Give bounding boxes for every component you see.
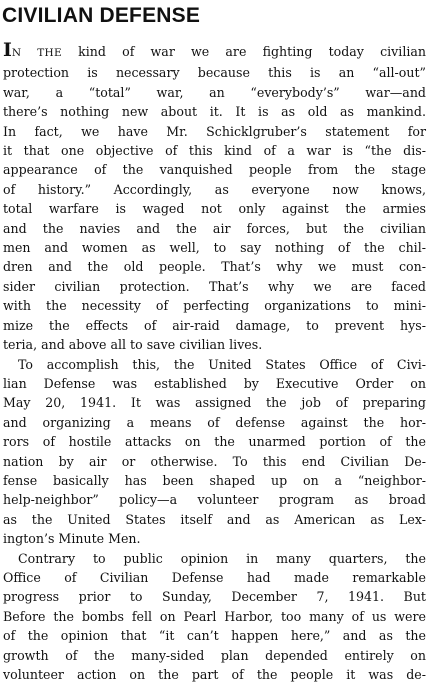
text-line: rors of hostile attacks on the unarmed portion of the xyxy=(3,434,426,450)
paragraph-2 xyxy=(3,355,426,549)
text-line: Contrary to public opinion in many quarters, the xyxy=(18,550,426,566)
text-line: teria, and above all to save civilian lives. xyxy=(3,337,263,353)
text-line: ington’s Minute Men. xyxy=(3,531,141,547)
text-line: mize the effects of air-raid damage, to prevent hys- xyxy=(3,317,426,333)
paragraph-1 xyxy=(3,39,426,355)
text-line: May 20, 1941. It was assigned the job of preparing xyxy=(3,395,426,411)
text-line: To accomplish this, the United States Office of Civi- xyxy=(18,356,426,372)
text-line: nation by air or otherwise. To this end Civilian De- xyxy=(3,453,426,469)
text-line: dren and the old people. That’s why we must con- xyxy=(3,259,426,275)
article-title: CIVILIAN DEFENSE xyxy=(2,4,201,27)
text-line: total warfare is waged not only against the armies xyxy=(3,201,426,217)
paragraph-3 xyxy=(3,549,426,684)
text-line: Office of Civilian Defense had made remarkable xyxy=(3,569,426,585)
text-line: protection is necessary because this is an “all-out” xyxy=(3,65,426,81)
text-line: Before the bombs fell on Pearl Harbor, too many of us were xyxy=(3,608,426,624)
text-line: and organizing a means of defense against the hor- xyxy=(3,414,426,430)
text-line: men and women as well, to say nothing of the chil- xyxy=(3,240,426,256)
lead-in: N THE xyxy=(11,47,62,59)
text-line: appearance of the vanquished people from the stage xyxy=(3,162,426,178)
text-line: sider civilian protection. That’s why we are faced xyxy=(3,278,426,294)
text-line: growth of the many-sided plan depended entirely on xyxy=(3,647,426,663)
text-line: volunteer action on the part of the people it was de- xyxy=(3,667,426,682)
text-line: of the opinion that “it can’t happen here,” and as the xyxy=(3,628,426,644)
article-body xyxy=(3,39,426,684)
text-line: IN THE kind of war we are fighting today civilian xyxy=(3,39,426,61)
drop-cap: I xyxy=(3,39,12,61)
text-line: help-neighbor” policy—a volunteer program as broad xyxy=(3,492,426,508)
text-line: progress prior to Sunday, December 7, 1941. But xyxy=(3,589,426,605)
text-line: war, a “total” war, an “everybody’s” war—and xyxy=(3,84,426,100)
text-line: In fact, we have Mr. Schicklgruber’s statement for xyxy=(3,123,426,139)
text-line: with the necessity of perfecting organizations to mini- xyxy=(3,298,426,314)
text-line: as the United States itself and as American as Lex- xyxy=(3,511,426,527)
text-line: and the navies and the air forces, but the civilian xyxy=(3,220,426,236)
text-line: of history.” Accordingly, as everyone now knows, xyxy=(3,181,426,197)
text-line: there’s nothing new about it. It is as old as mankind. xyxy=(3,104,426,120)
text-line: lian Defense was established by Executive Order on xyxy=(3,375,426,391)
text-line: it that one objective of this kind of a war is “the dis- xyxy=(3,143,426,159)
text-line: fense basically has been shaped up on a “neighbor- xyxy=(3,472,426,488)
